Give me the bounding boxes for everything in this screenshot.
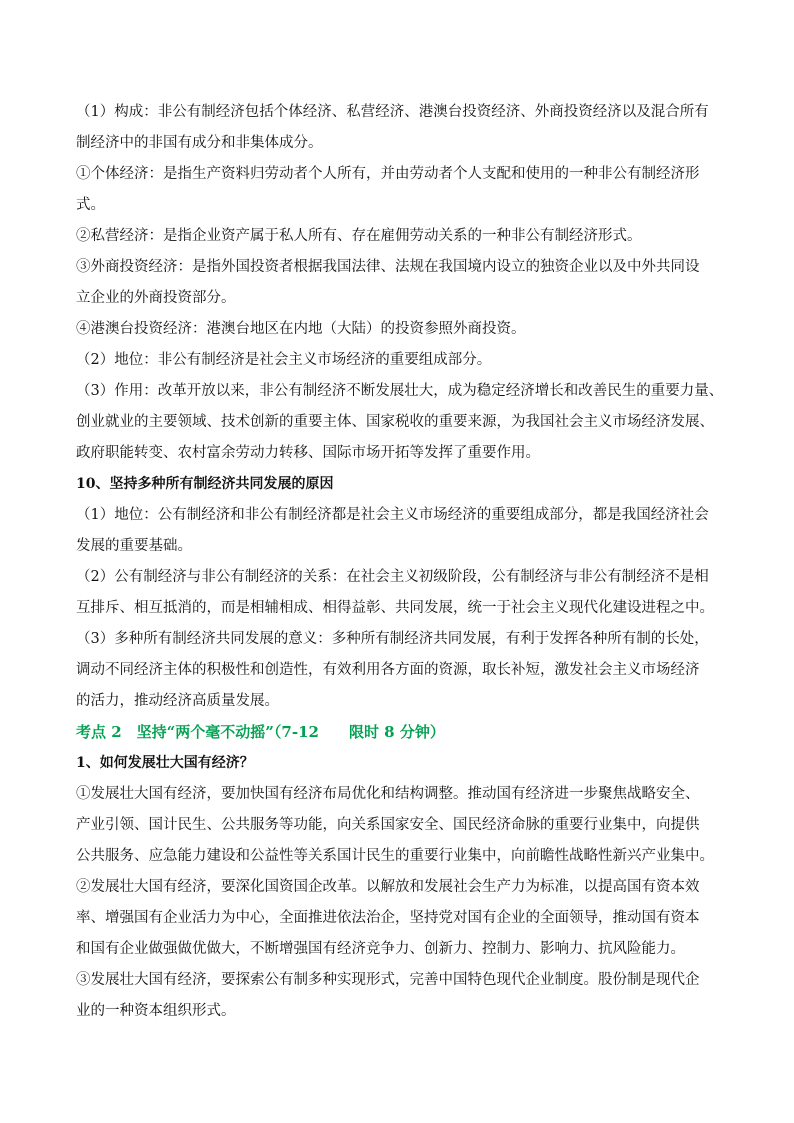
text-line: 公共服务、应急能力建设和公益性等关系国计民生的重要行业集中，向前瞻性战略性新兴产业集中。: [76, 848, 714, 864]
text-line: ③发展壮大国有经济，要探索公有制多种实现形式，完善中国特色现代企业制度。股份制是现代企: [76, 972, 700, 988]
text-line: （1）构成：非公有制经济包括个体经济、私营经济、港澳台投资经济、外商投资经济以及混合所有: [76, 104, 709, 120]
text-line: （3）作用：改革开放以来，非公有制经济不断发展壮大，成为稳定经济增长和改善民生的重要力量、: [76, 383, 724, 399]
kaodian-title: 考点 2 坚持“两个毫不动摇”（7-12 限时 8 分钟）: [76, 723, 445, 741]
text-line: ②发展壮大国有经济，要深化国资国企改革。以解放和发展社会生产力为标准，以提高国有资本效: [76, 879, 700, 895]
text-line: ②私营经济：是指企业资产属于私人所有、存在雇佣劳动关系的一种非公有制经济形式。: [76, 228, 642, 244]
section-heading: 10、坚持多种所有制经济共同发展的原因: [76, 476, 334, 492]
text-line: ③外商投资经济：是指外国投资者根据我国法律、法规在我国境内设立的独资企业以及中外共同设: [76, 259, 700, 275]
text-line: 政府职能转变、农村富余劳动力转移、国际市场开拓等发挥了重要作用。: [76, 445, 540, 461]
text-line: （3）多种所有制经济共同发展的意义：多种所有制经济共同发展，有利于发挥各种所有制的长处，: [76, 631, 709, 647]
text-line: 率、增强国有企业活力为中心，全面推进依法治企，坚持党对国有企业的全面领导，推动国有资本: [76, 910, 700, 926]
text-line: （2）地位：非公有制经济是社会主义市场经济的重要组成部分。: [76, 352, 492, 368]
text-line: （2）公有制经济与非公有制经济的关系：在社会主义初级阶段，公有制经济与非公有制经济不是相: [76, 569, 709, 585]
text-line: 和国有企业做强做优做大，不断增强国有经济竞争力、创新力、控制力、影响力、抗风险能力。: [76, 941, 685, 957]
text-line: ④港澳台投资经济：港澳台地区在内地（大陆）的投资参照外商投资。: [76, 321, 526, 337]
text-line: 创业就业的主要领域、技术创新的重要主体、国家税收的重要来源，为我国社会主义市场经济发展、: [76, 414, 714, 430]
text-line: 调动不同经济主体的积极性和创造性，有效利用各方面的资源，取长补短，激发社会主义市场经济: [76, 662, 700, 678]
text-line: 互排斥、相互抵消的，而是相辅相成、相得益彰、共同发展，统一于社会主义现代化建设进程之中。: [76, 600, 714, 616]
text-line: 立企业的外商投资部分。: [76, 290, 236, 306]
text-line: 发展的重要基础。: [76, 538, 192, 554]
text-line: 的活力，推动经济高质量发展。: [76, 693, 279, 709]
text-line: 制经济中的非国有成分和非集体成分。: [76, 135, 323, 151]
text-line: 产业引领、国计民生、公共服务等功能，向关系国家安全、国民经济命脉的重要行业集中，向提供: [76, 817, 700, 833]
text-line: ①发展壮大国有经济，要加快国有经济布局优化和结构调整。推动国有经济进一步聚焦战略安全、: [76, 786, 700, 802]
section-heading: 1、如何发展壮大国有经济？: [76, 755, 254, 771]
text-line: （1）地位：公有制经济和非公有制经济都是社会主义市场经济的重要组成部分，都是我国经济社会: [76, 507, 709, 523]
text-line: 式。: [76, 197, 105, 213]
document-page: [76, 97, 726, 1027]
text-line: ①个体经济：是指生产资料归劳动者个人所有，并由劳动者个人支配和使用的一种非公有制经济形: [76, 166, 700, 182]
text-line: 业的一种资本组织形式。: [76, 1003, 236, 1019]
